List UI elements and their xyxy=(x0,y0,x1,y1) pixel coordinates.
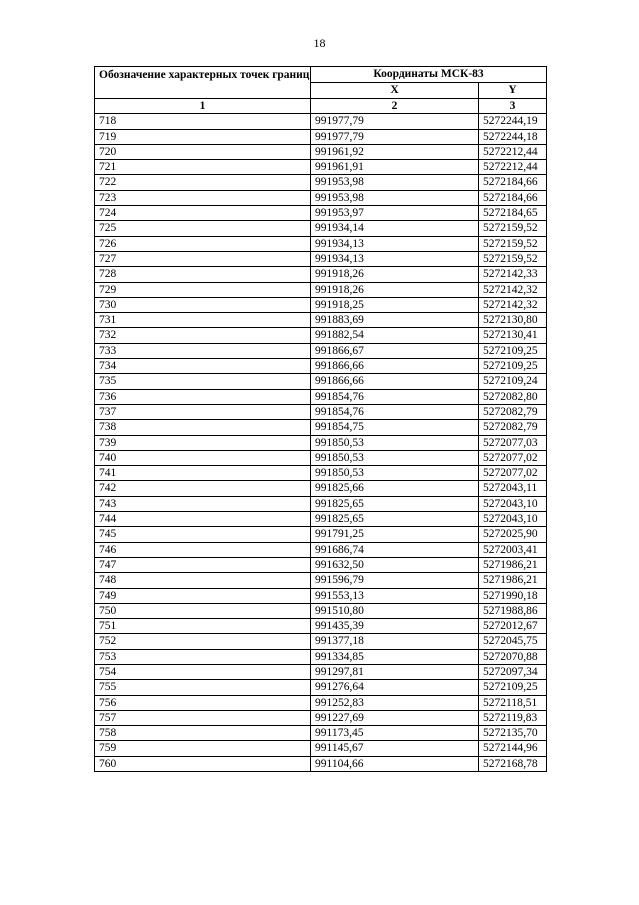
cell-point-id: 738 xyxy=(95,420,311,435)
table-row xyxy=(95,129,547,144)
table-row xyxy=(95,496,547,511)
cell-x: 991850,53 xyxy=(311,466,479,481)
cell-y: 5272077,02 xyxy=(479,450,547,465)
cell-y: 5272144,96 xyxy=(479,741,547,756)
cell-x: 991435,39 xyxy=(311,619,479,634)
table-row xyxy=(95,726,547,741)
table-row xyxy=(95,374,547,389)
cell-y: 5272043,10 xyxy=(479,496,547,511)
cell-point-id: 743 xyxy=(95,496,311,511)
cell-point-id: 742 xyxy=(95,481,311,496)
cell-y: 5272045,75 xyxy=(479,634,547,649)
cell-point-id: 725 xyxy=(95,221,311,236)
table-row xyxy=(95,634,547,649)
cell-x: 991104,66 xyxy=(311,756,479,771)
cell-point-id: 753 xyxy=(95,649,311,664)
table-row xyxy=(95,313,547,328)
cell-point-id: 730 xyxy=(95,297,311,312)
cell-x: 991961,91 xyxy=(311,160,479,175)
cell-y: 5272159,52 xyxy=(479,236,547,251)
cell-x: 991686,74 xyxy=(311,542,479,557)
cell-y: 5272082,79 xyxy=(479,420,547,435)
cell-x: 991632,50 xyxy=(311,557,479,572)
cell-point-id: 736 xyxy=(95,389,311,404)
cell-point-id: 733 xyxy=(95,343,311,358)
cell-x: 991854,76 xyxy=(311,404,479,419)
cell-y: 5272097,34 xyxy=(479,664,547,679)
cell-y: 5272043,10 xyxy=(479,512,547,527)
cell-point-id: 758 xyxy=(95,726,311,741)
cell-point-id: 750 xyxy=(95,603,311,618)
cell-x: 991918,26 xyxy=(311,267,479,282)
cell-point-id: 723 xyxy=(95,190,311,205)
cell-y: 5272130,80 xyxy=(479,313,547,328)
table-row xyxy=(95,710,547,725)
table-row xyxy=(95,680,547,695)
cell-point-id: 755 xyxy=(95,680,311,695)
header-number-3: 3 xyxy=(479,99,547,114)
cell-point-id: 724 xyxy=(95,206,311,221)
table-row xyxy=(95,695,547,710)
cell-point-id: 726 xyxy=(95,236,311,251)
cell-point-id: 740 xyxy=(95,450,311,465)
cell-x: 991854,76 xyxy=(311,389,479,404)
cell-point-id: 728 xyxy=(95,267,311,282)
cell-x: 991866,66 xyxy=(311,374,479,389)
cell-point-id: 744 xyxy=(95,512,311,527)
table-row xyxy=(95,297,547,312)
cell-point-id: 732 xyxy=(95,328,311,343)
header-x: X xyxy=(311,83,479,99)
table-row xyxy=(95,573,547,588)
table-row xyxy=(95,221,547,236)
cell-x: 991850,53 xyxy=(311,450,479,465)
table-row xyxy=(95,267,547,282)
table-row xyxy=(95,343,547,358)
cell-y: 5272244,18 xyxy=(479,129,547,144)
table-row xyxy=(95,512,547,527)
cell-y: 5272012,67 xyxy=(479,619,547,634)
table-row xyxy=(95,389,547,404)
cell-x: 991883,69 xyxy=(311,313,479,328)
cell-y: 5272142,32 xyxy=(479,297,547,312)
cell-y: 5272070,88 xyxy=(479,649,547,664)
table-row xyxy=(95,236,547,251)
cell-point-id: 737 xyxy=(95,404,311,419)
table-row xyxy=(95,481,547,496)
cell-point-id: 741 xyxy=(95,466,311,481)
cell-point-id: 721 xyxy=(95,160,311,175)
cell-point-id: 754 xyxy=(95,664,311,679)
cell-y: 5271986,21 xyxy=(479,557,547,572)
cell-point-id: 756 xyxy=(95,695,311,710)
table-row xyxy=(95,756,547,771)
table-row xyxy=(95,282,547,297)
cell-x: 991596,79 xyxy=(311,573,479,588)
cell-y: 5272043,11 xyxy=(479,481,547,496)
cell-y: 5272130,41 xyxy=(479,328,547,343)
cell-point-id: 748 xyxy=(95,573,311,588)
cell-x: 991934,13 xyxy=(311,251,479,266)
cell-y: 5272109,24 xyxy=(479,374,547,389)
cell-point-id: 752 xyxy=(95,634,311,649)
cell-x: 991961,92 xyxy=(311,144,479,159)
cell-x: 991252,83 xyxy=(311,695,479,710)
cell-y: 5272082,79 xyxy=(479,404,547,419)
cell-x: 991825,65 xyxy=(311,512,479,527)
table-row xyxy=(95,466,547,481)
cell-y: 5272077,03 xyxy=(479,435,547,450)
cell-x: 991297,81 xyxy=(311,664,479,679)
header-number-1: 1 xyxy=(95,99,311,114)
cell-point-id: 727 xyxy=(95,251,311,266)
table-row xyxy=(95,527,547,542)
table-row xyxy=(95,435,547,450)
cell-y: 5272142,32 xyxy=(479,282,547,297)
cell-y: 5272244,19 xyxy=(479,114,547,129)
table-row xyxy=(95,649,547,664)
cell-x: 991866,67 xyxy=(311,343,479,358)
cell-point-id: 745 xyxy=(95,527,311,542)
cell-x: 991953,97 xyxy=(311,206,479,221)
table-row xyxy=(95,450,547,465)
cell-point-id: 746 xyxy=(95,542,311,557)
cell-y: 5272159,52 xyxy=(479,221,547,236)
table-row xyxy=(95,588,547,603)
coordinates-table xyxy=(94,66,547,772)
table-row xyxy=(95,420,547,435)
cell-x: 991866,66 xyxy=(311,359,479,374)
cell-x: 991173,45 xyxy=(311,726,479,741)
cell-point-id: 718 xyxy=(95,114,311,129)
cell-x: 991977,79 xyxy=(311,114,479,129)
cell-point-id: 731 xyxy=(95,313,311,328)
header-point-designation: Обозначение характерных точек границ xyxy=(95,67,311,99)
cell-y: 5272109,25 xyxy=(479,359,547,374)
cell-x: 991553,13 xyxy=(311,588,479,603)
cell-x: 991825,65 xyxy=(311,496,479,511)
table-row xyxy=(95,542,547,557)
cell-x: 991791,25 xyxy=(311,527,479,542)
cell-x: 991510,80 xyxy=(311,603,479,618)
cell-y: 5272077,02 xyxy=(479,466,547,481)
table-row xyxy=(95,404,547,419)
cell-x: 991825,66 xyxy=(311,481,479,496)
cell-x: 991854,75 xyxy=(311,420,479,435)
cell-y: 5272003,41 xyxy=(479,542,547,557)
cell-point-id: 719 xyxy=(95,129,311,144)
table-row xyxy=(95,190,547,205)
table-row xyxy=(95,114,547,129)
cell-point-id: 757 xyxy=(95,710,311,725)
cell-y: 5272159,52 xyxy=(479,251,547,266)
table-row xyxy=(95,328,547,343)
cell-point-id: 739 xyxy=(95,435,311,450)
cell-y: 5272109,25 xyxy=(479,680,547,695)
cell-y: 5272118,51 xyxy=(479,695,547,710)
cell-y: 5272109,25 xyxy=(479,343,547,358)
cell-x: 991850,53 xyxy=(311,435,479,450)
cell-y: 5272212,44 xyxy=(479,144,547,159)
cell-x: 991145,67 xyxy=(311,741,479,756)
cell-y: 5272184,66 xyxy=(479,175,547,190)
cell-x: 991934,13 xyxy=(311,236,479,251)
table-row xyxy=(95,619,547,634)
cell-y: 5272184,65 xyxy=(479,206,547,221)
table-row xyxy=(95,206,547,221)
cell-x: 991953,98 xyxy=(311,190,479,205)
table-row xyxy=(95,741,547,756)
cell-x: 991953,98 xyxy=(311,175,479,190)
cell-x: 991377,18 xyxy=(311,634,479,649)
cell-point-id: 729 xyxy=(95,282,311,297)
cell-point-id: 760 xyxy=(95,756,311,771)
cell-point-id: 735 xyxy=(95,374,311,389)
cell-y: 5272119,83 xyxy=(479,710,547,725)
cell-point-id: 751 xyxy=(95,619,311,634)
cell-y: 5271986,21 xyxy=(479,573,547,588)
cell-point-id: 747 xyxy=(95,557,311,572)
cell-point-id: 734 xyxy=(95,359,311,374)
header-y: Y xyxy=(479,83,547,99)
page-number: 18 xyxy=(313,36,326,50)
cell-y: 5272142,33 xyxy=(479,267,547,282)
table-row xyxy=(95,557,547,572)
cell-y: 5272135,70 xyxy=(479,726,547,741)
cell-y: 5271990,18 xyxy=(479,588,547,603)
cell-x: 991934,14 xyxy=(311,221,479,236)
cell-y: 5272168,78 xyxy=(479,756,547,771)
cell-x: 991882,54 xyxy=(311,328,479,343)
table-row xyxy=(95,144,547,159)
table-row xyxy=(95,251,547,266)
table-row xyxy=(95,664,547,679)
cell-point-id: 749 xyxy=(95,588,311,603)
cell-y: 5272025,90 xyxy=(479,527,547,542)
header-coordinates-group: Координаты МСК-83 xyxy=(311,67,547,83)
cell-point-id: 722 xyxy=(95,175,311,190)
table-row xyxy=(95,359,547,374)
table-header xyxy=(95,67,547,114)
cell-x: 991334,85 xyxy=(311,649,479,664)
cell-point-id: 720 xyxy=(95,144,311,159)
cell-x: 991918,26 xyxy=(311,282,479,297)
table-row xyxy=(95,175,547,190)
cell-y: 5272184,66 xyxy=(479,190,547,205)
cell-y: 5271988,86 xyxy=(479,603,547,618)
table-body xyxy=(95,114,547,772)
cell-x: 991918,25 xyxy=(311,297,479,312)
header-number-2: 2 xyxy=(311,99,479,114)
cell-x: 991276,64 xyxy=(311,680,479,695)
cell-y: 5272082,80 xyxy=(479,389,547,404)
cell-y: 5272212,44 xyxy=(479,160,547,175)
cell-x: 991977,79 xyxy=(311,129,479,144)
cell-point-id: 759 xyxy=(95,741,311,756)
table-row xyxy=(95,160,547,175)
cell-x: 991227,69 xyxy=(311,710,479,725)
table-row xyxy=(95,603,547,618)
